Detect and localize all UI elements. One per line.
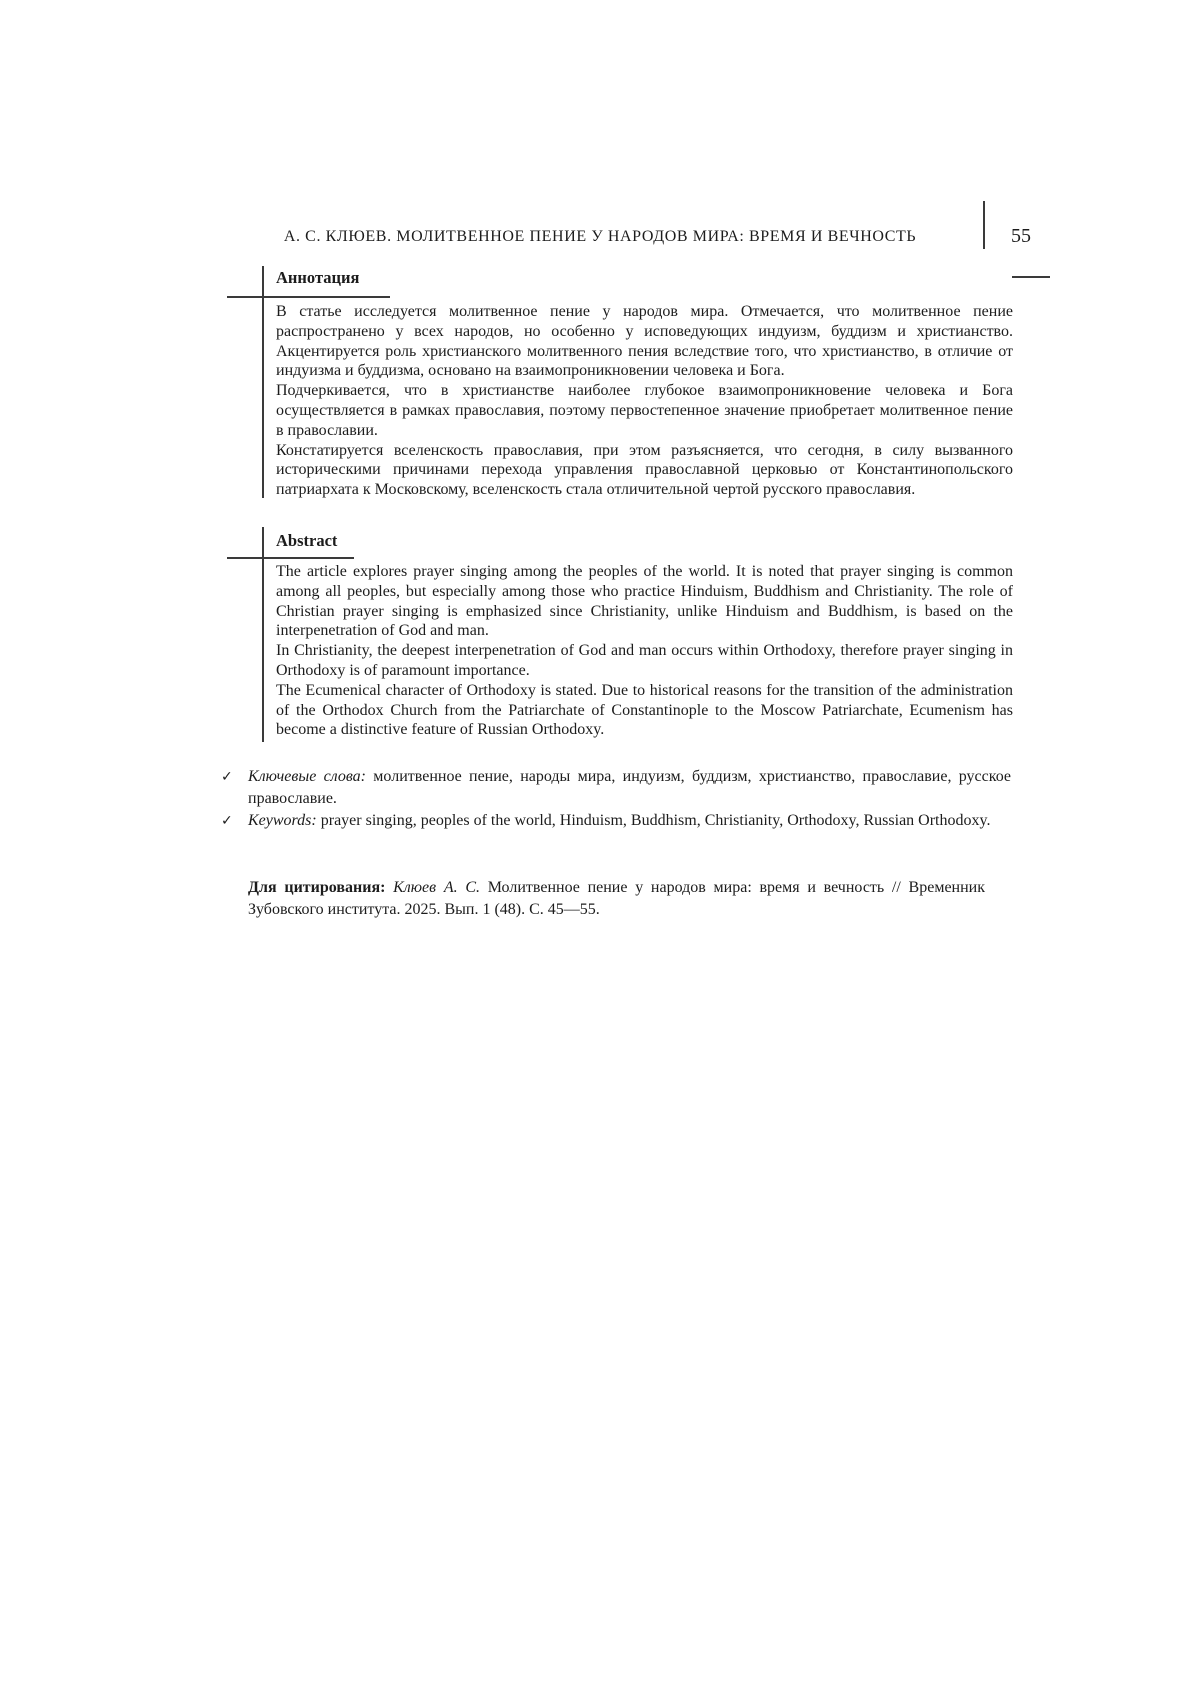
page-number: 55 xyxy=(1011,225,1031,247)
running-head-title: А. С. КЛЮЕВ. МОЛИТВЕННОЕ ПЕНИЕ У НАРОДОВ МИРА: ВРЕМЯ И ВЕЧНОСТЬ xyxy=(283,228,917,245)
citation-text: Молитвенное пение у народов мира: время и вечность // Временник Зубовского института. 2025. Вып. 1 (48). С. 45—55. xyxy=(248,879,986,918)
keywords-ru-label: Ключевые слова: xyxy=(248,768,374,785)
abstract-vertical-rule xyxy=(262,527,264,742)
keywords-item-ru xyxy=(221,766,1011,810)
checkmark-icon: ✓ xyxy=(221,813,233,829)
keywords-ru-text: молитвенное пение, народы мира, индуизм, буддизм, христианство, православие, русское православие. xyxy=(248,768,1011,807)
keywords-en-text: prayer singing, peoples of the world, Hinduism, Buddhism, Christianity, Orthodoxy, Russian Orthodoxy. xyxy=(320,812,991,829)
abstract-paragraph: In Christianity, the deepest interpenetration of God and man occurs within Orthodoxy, therefore prayer singing in Orthodoxy is of paramount importance. xyxy=(276,642,1013,679)
keywords-ru-body xyxy=(248,766,1011,810)
citation-label: Для цитирования: xyxy=(248,879,394,896)
checkmark-icon: ✓ xyxy=(221,769,233,785)
keywords-en-label: Keywords: xyxy=(248,812,321,829)
annotation-paragraph: Подчеркивается, что в христианстве наиболее глубокое взаимопроникновение человека и Бога осуществляется в рамках православия, поэтому первостепенное значение приобретает молитвенное пение в православии. xyxy=(276,382,1013,439)
page-number-underline xyxy=(1012,276,1050,278)
annotation-paragraph: В статье исследуется молитвенное пение у народов мира. Отмечается, что молитвенное пение распространено у всех народов, но особенно у исповедующих индуизм, буддизм и христианство. Акцентируется роль христианского молитвенного пения вследствие того, что христианство, в отличие от индуизма и буддизма, основано на взаимопроникновении человека и Бога. xyxy=(276,303,1013,380)
annotation-label-underline xyxy=(227,296,390,298)
header-divider-line xyxy=(983,201,985,249)
abstract-paragraph: The Ecumenical character of Orthodoxy is stated. Due to historical reasons for the transition of the administration of the Orthodox Church from the Patriarchate of Constantinople to the Moscow Patriarchate, Ecumenism has become a distinctive feature of Russian Orthodoxy. xyxy=(276,681,1013,739)
abstract-paragraph: The article explores prayer singing among the peoples of the world. It is noted that prayer singing is common among all peoples, but especially among those who practice Hinduism, Buddhism and Christianity. The role of Christian prayer singing is emphasized since Christianity, unlike Hinduism and Buddhism, is based on the interpenetration of God and man. xyxy=(276,563,1013,640)
keywords-item-en xyxy=(221,810,1011,832)
annotation-paragraph: Констатируется вселенскость православия, при этом разъясняется, что сегодня, в силу вызванного историческими причинами перехода управления православной церковью от Константинопольского патриархата к Московскому, вселенскость стала отличительной чертой русского православия. xyxy=(276,441,1013,499)
annotation-label: Аннотация xyxy=(276,268,360,287)
abstract-label-underline xyxy=(227,557,354,559)
annotation-text xyxy=(276,302,1013,500)
citation-block xyxy=(248,877,985,921)
citation-author: Клюев А. С. xyxy=(393,879,488,896)
annotation-vertical-rule xyxy=(262,266,264,498)
keywords-list xyxy=(221,766,1011,832)
abstract-text xyxy=(276,562,1013,740)
abstract-label: Abstract xyxy=(276,531,338,550)
keywords-en-body xyxy=(248,810,1011,832)
